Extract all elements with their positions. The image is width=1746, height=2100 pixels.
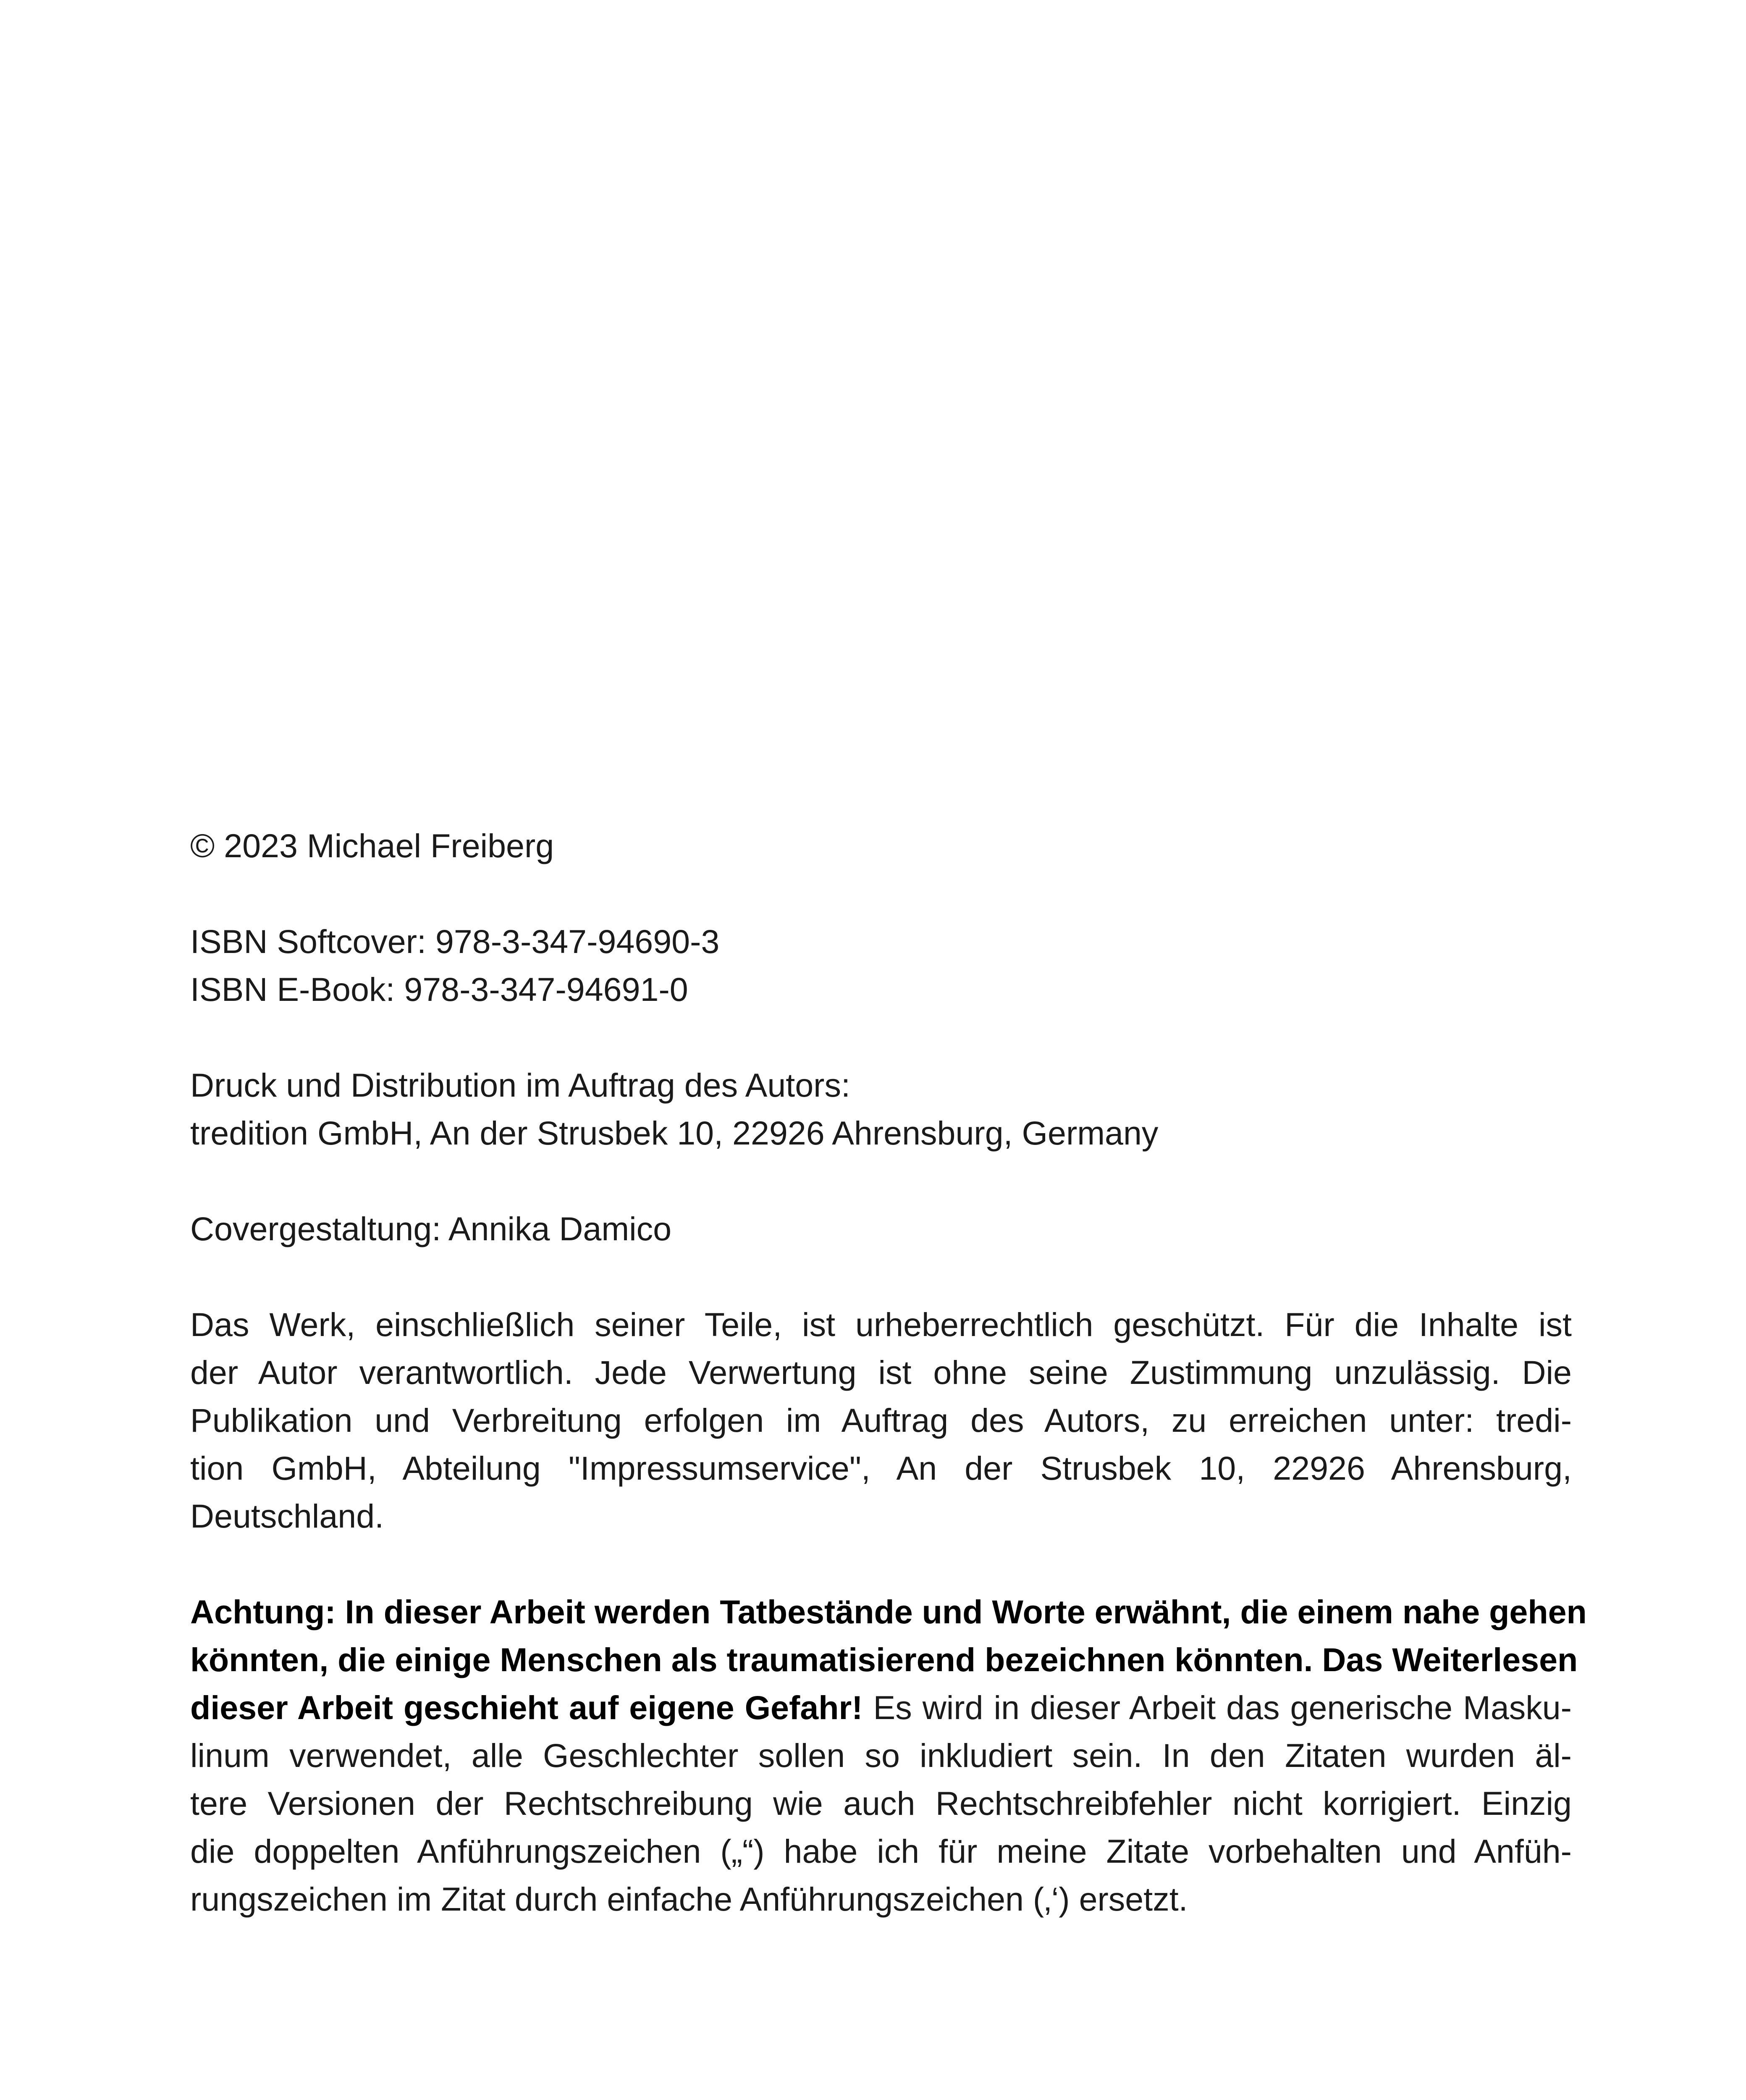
isbn-ebook: ISBN E-Book: 978-3-347-94691-0 — [190, 971, 688, 1008]
imprint-block — [190, 822, 1587, 1971]
rights-line: tion GmbH, Abteilung "Impressumservice", An der Strusbek 10, 22926 Ahrensburg, — [190, 1449, 1572, 1487]
distribution-line: Druck und Distribution im Auftrag des Autors: — [190, 1066, 850, 1104]
cover-design-credit: Covergestaltung: Annika Damico — [190, 1210, 672, 1247]
language-note-line: die doppelten Anführungszeichen („“) habe ich für meine Zitate vorbehalten und Anfüh- — [190, 1832, 1572, 1870]
content-warning-mixed-line — [190, 1684, 1572, 1732]
content-warning-paragraph — [190, 1588, 1587, 1923]
rights-line: Deutschland. — [190, 1497, 384, 1535]
rights-line: Das Werk, einschließlich seiner Teile, ist urheberrechtlich geschützt. Für die Inhalte ist — [190, 1306, 1572, 1343]
isbn-paragraph — [190, 918, 1572, 1013]
cover-design-paragraph — [190, 1205, 1572, 1253]
language-note-line: linum verwendet, alle Geschlechter sollen so inkludiert sein. In den Zitaten wurden äl- — [190, 1737, 1572, 1774]
language-note-line: tere Versionen der Rechtschreibung wie auch Rechtschreibfehler nicht korrigiert. Einzig — [190, 1785, 1572, 1822]
content-warning-line: Achtung: In dieser Arbeit werden Tatbestände und Worte erwähnt, die einem nahe gehen — [190, 1593, 1587, 1630]
language-note-line: rungszeichen im Zitat durch einfache Anführungszeichen (‚‘) ersetzt. — [190, 1880, 1188, 1918]
content-warning-line: dieser Arbeit geschieht auf eigene Gefahr! — [190, 1689, 863, 1726]
distribution-paragraph — [190, 1061, 1572, 1157]
content-warning-line: könnten, die einige Menschen als traumatisierend bezeichnen könnten. Das Weiterlesen — [190, 1641, 1578, 1678]
copyright-paragraph — [190, 822, 1572, 870]
language-note-line: Es wird in dieser Arbeit das generische Masku- — [863, 1689, 1572, 1726]
publisher-address: tredition GmbH, An der Strusbek 10, 22926 Ahrensburg, Germany — [190, 1114, 1159, 1152]
rights-paragraph — [190, 1301, 1572, 1540]
copyright-notice: © 2023 Michael Freiberg — [190, 827, 554, 864]
rights-line: Publikation und Verbreitung erfolgen im Auftrag des Autors, zu erreichen unter: tredi- — [190, 1402, 1572, 1439]
isbn-softcover: ISBN Softcover: 978-3-347-94690-3 — [190, 923, 720, 960]
rights-line: der Autor verantwortlich. Jede Verwertung ist ohne seine Zustimmung unzulässig. Die — [190, 1354, 1572, 1391]
